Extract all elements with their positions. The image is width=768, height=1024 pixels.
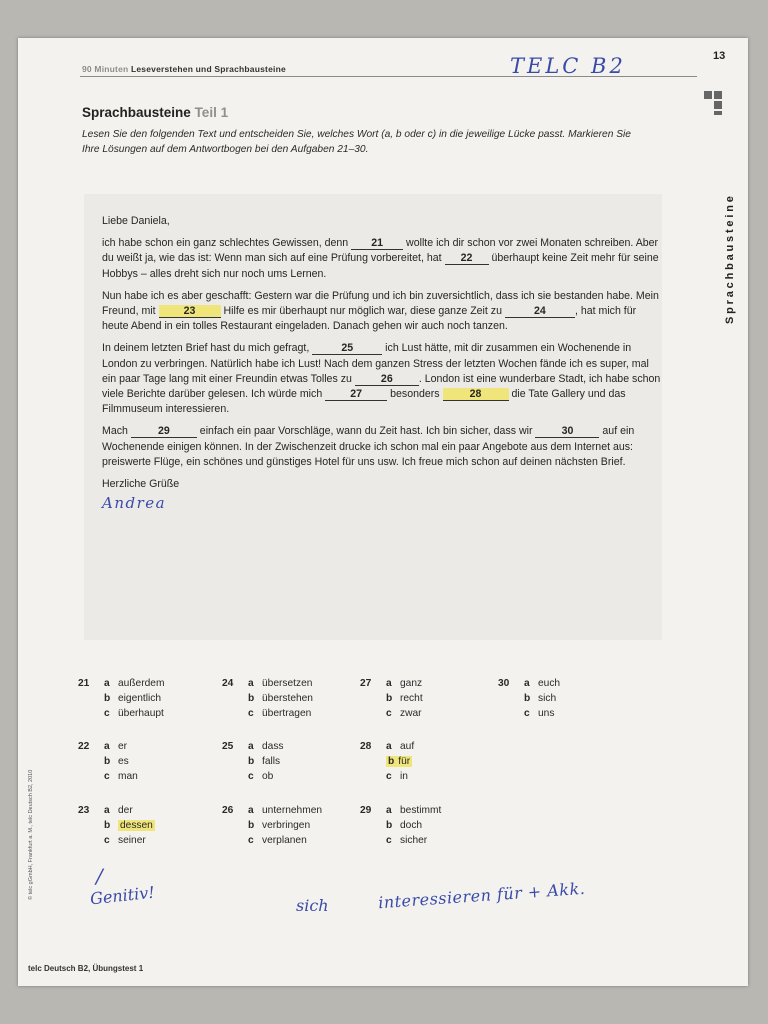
option-number: 30 bbox=[498, 678, 510, 689]
option-number: 27 bbox=[360, 678, 372, 689]
option-text: überstehen bbox=[262, 693, 313, 704]
option-letter: a bbox=[248, 678, 254, 689]
option-a[interactable] bbox=[524, 678, 560, 689]
option-letter: b bbox=[104, 693, 111, 704]
gap-29: 29 bbox=[131, 425, 197, 438]
option-letter: c bbox=[104, 771, 110, 782]
handwritten-interessieren: interessieren für + Akk. bbox=[377, 878, 586, 913]
option-letter: b bbox=[104, 820, 111, 831]
option-letter: c bbox=[248, 771, 254, 782]
side-tab bbox=[688, 184, 748, 324]
letter-closing: Herzliche Grüße bbox=[102, 478, 180, 491]
running-head-text: Leseverstehen und Sprachbausteine bbox=[130, 64, 286, 74]
option-text: zwar bbox=[400, 708, 422, 719]
option-text: verbringen bbox=[262, 820, 311, 831]
text: einfach ein paar Vorschläge, wann du Zeit hast. Ich bin sicher, dass wir bbox=[196, 425, 536, 438]
gap-23: 23 bbox=[159, 305, 221, 318]
running-head-faint: 90 Minuten bbox=[82, 64, 129, 74]
text: überhaupt keine Zeit mehr für seine Hobbys – alles dreht sich nur noch ums Lernen. bbox=[102, 252, 659, 280]
text: ich Lust hätte, mit dir zusammen ein Wochenende in London zu verbringen. Natürlich habe ich Lust! Nach dem ganzen Stress der letzten Wochen fände ich es super, mal ein paar Tage lang mit einer Freundin etwas Tolles zu bbox=[102, 342, 649, 385]
gap-25: 25 bbox=[312, 342, 382, 355]
text: besonders bbox=[387, 388, 443, 401]
option-c[interactable] bbox=[104, 835, 146, 846]
option-text: ganz bbox=[400, 678, 423, 689]
option-letter: c bbox=[248, 708, 254, 719]
option-text: euch bbox=[538, 678, 561, 689]
option-letter: a bbox=[386, 741, 392, 752]
letter-paragraph-2 bbox=[102, 289, 662, 335]
option-text: falls bbox=[262, 756, 281, 767]
option-a[interactable] bbox=[248, 805, 322, 816]
option-a[interactable] bbox=[386, 678, 422, 689]
option-text: außerdem bbox=[118, 678, 165, 689]
section-mark-icon bbox=[704, 91, 722, 113]
option-text: seiner bbox=[118, 835, 146, 846]
text: . London ist eine wunderbare Stadt, ich habe schon viele Berichte darüber gelesen. Ich würde mich bbox=[102, 372, 661, 401]
page-sheet bbox=[18, 38, 748, 986]
option-letter: c bbox=[104, 708, 110, 719]
text: wollte ich dir schon vor zwei Monaten schreiben. Aber du weißt ja, wie das ist: Wenn man sich auf eine Prüfung vorbereitet, hat bbox=[102, 237, 659, 265]
option-letter: a bbox=[248, 741, 254, 752]
option-b[interactable] bbox=[248, 820, 310, 831]
option-text: bestimmt bbox=[400, 805, 442, 816]
option-c[interactable] bbox=[104, 771, 138, 782]
option-letter: b bbox=[386, 693, 393, 704]
option-letter: a bbox=[104, 805, 110, 816]
option-a[interactable] bbox=[104, 805, 133, 816]
option-text: übertragen bbox=[262, 708, 312, 719]
option-text: auf bbox=[400, 741, 415, 752]
side-tab-label: Sprachbausteine bbox=[724, 193, 736, 324]
gap-24: 24 bbox=[505, 305, 575, 318]
option-number: 26 bbox=[222, 805, 234, 816]
letter-paragraph-1 bbox=[102, 236, 662, 282]
option-text: recht bbox=[400, 693, 423, 704]
option-letter: a bbox=[386, 805, 392, 816]
handwritten-sich: sich bbox=[296, 896, 329, 915]
option-text: verplanen bbox=[262, 835, 307, 846]
copyright-note: © telc gGmbH, Frankfurt a. M., telc Deutsch B2, 2010 bbox=[28, 769, 34, 900]
option-number: 28 bbox=[360, 741, 372, 752]
letter-paragraph-4 bbox=[102, 424, 662, 470]
gap-28: 28 bbox=[443, 388, 509, 401]
option-text: eigentlich bbox=[118, 693, 162, 704]
option-text: übersetzen bbox=[262, 678, 313, 689]
option-c[interactable] bbox=[386, 771, 408, 782]
page-number: 13 bbox=[713, 50, 726, 62]
gap-21: 21 bbox=[351, 237, 403, 250]
text: Mach bbox=[102, 425, 131, 438]
option-text: sicher bbox=[400, 835, 428, 846]
title-main: Sprachbausteine bbox=[82, 105, 191, 120]
option-text: in bbox=[400, 771, 408, 782]
running-head bbox=[82, 64, 286, 74]
option-letter: c bbox=[248, 835, 254, 846]
option-text: überhaupt bbox=[118, 708, 164, 719]
option-letter: c bbox=[386, 835, 392, 846]
option-number: 29 bbox=[360, 805, 372, 816]
title-teil: Teil 1 bbox=[194, 105, 229, 120]
option-c[interactable] bbox=[248, 771, 273, 782]
handwritten-tick: / bbox=[96, 864, 103, 888]
option-c[interactable] bbox=[386, 835, 427, 846]
option-number: 24 bbox=[222, 678, 234, 689]
option-text: es bbox=[118, 756, 129, 767]
option-b[interactable] bbox=[386, 756, 412, 767]
option-a[interactable] bbox=[386, 805, 441, 816]
option-a[interactable] bbox=[386, 741, 414, 752]
option-letter: a bbox=[248, 805, 254, 816]
text: Nun habe ich es aber geschafft: Gestern war die Prüfung und ich bin zuversichtlich, dass ich sie bestanden habe. Mein Freund, mit bbox=[102, 289, 659, 318]
option-c[interactable] bbox=[524, 708, 554, 719]
text: In deinem letzten Brief hast du mich gefragt, bbox=[102, 342, 313, 355]
option-letter: a bbox=[524, 678, 530, 689]
option-number: 25 bbox=[222, 741, 234, 752]
option-text: doch bbox=[400, 820, 423, 831]
option-text-highlighted: für bbox=[398, 756, 411, 767]
text: auf ein Wochenende einigen können. In der Zwischenzeit drucke ich schon mal ein paar Angebote aus dem Internet aus: preiswerte Flüge, ein schönes und günstiges Hotel für uns usw. Ich freue mich schon auf deinen nächsten Brief. bbox=[102, 425, 635, 468]
option-letter: b bbox=[248, 693, 255, 704]
option-b[interactable] bbox=[248, 693, 313, 704]
letter-text bbox=[102, 214, 662, 511]
option-letter: c bbox=[386, 771, 392, 782]
gap-26: 26 bbox=[355, 373, 419, 386]
option-text: der bbox=[118, 805, 133, 816]
option-text: sich bbox=[538, 693, 557, 704]
option-b[interactable] bbox=[524, 693, 556, 704]
option-a[interactable] bbox=[248, 741, 284, 752]
page-footer: telc Deutsch B2, Übungstest 1 bbox=[28, 964, 144, 973]
option-letter: b bbox=[104, 756, 111, 767]
option-b[interactable] bbox=[104, 693, 161, 704]
option-letter: b bbox=[386, 820, 393, 831]
option-text-highlighted: dessen bbox=[120, 820, 153, 831]
option-letter: b bbox=[524, 693, 531, 704]
option-text: ob bbox=[262, 771, 274, 782]
option-letter: a bbox=[386, 678, 392, 689]
option-c[interactable] bbox=[248, 708, 311, 719]
gap-22: 22 bbox=[445, 252, 489, 265]
text: , hat mich für heute Abend in ein tolles Restaurant eingeladen. Danach gehen wir auch noch tanzen. bbox=[102, 305, 637, 333]
option-letter: a bbox=[104, 741, 110, 752]
option-letter: b bbox=[248, 756, 255, 767]
option-text: unternehmen bbox=[262, 805, 323, 816]
text: die Tate Gallery und das Filmmuseum interessieren. bbox=[102, 388, 626, 416]
option-a[interactable] bbox=[104, 741, 127, 752]
option-text: dass bbox=[262, 741, 284, 752]
letter-signature: Andrea bbox=[102, 494, 167, 513]
option-b[interactable] bbox=[386, 693, 423, 704]
text: Hilfe es mir überhaupt nur möglich war, diese ganze Zeit zu bbox=[220, 305, 505, 318]
page-title bbox=[82, 105, 228, 120]
option-text: er bbox=[118, 741, 128, 752]
handwritten-telc-note: TELC B2 bbox=[510, 54, 626, 78]
option-c[interactable] bbox=[104, 708, 164, 719]
option-c[interactable] bbox=[386, 708, 422, 719]
option-text: uns bbox=[538, 708, 555, 719]
letter-salutation: Liebe Daniela, bbox=[102, 215, 170, 227]
option-text: man bbox=[118, 771, 138, 782]
option-number: 21 bbox=[78, 678, 90, 689]
option-letter: a bbox=[104, 678, 110, 689]
option-number: 22 bbox=[78, 741, 90, 752]
option-c[interactable] bbox=[248, 835, 307, 846]
option-letter: c bbox=[524, 708, 530, 719]
option-letter: b bbox=[248, 820, 255, 831]
handwritten-genitiv: Genitiv! bbox=[89, 882, 156, 909]
option-letter: c bbox=[386, 708, 392, 719]
option-b[interactable] bbox=[248, 756, 280, 767]
option-a[interactable] bbox=[104, 678, 164, 689]
letter-paragraph-3 bbox=[102, 341, 662, 417]
option-number: 23 bbox=[78, 805, 90, 816]
option-b[interactable] bbox=[104, 756, 129, 767]
gap-30: 30 bbox=[535, 425, 599, 438]
option-b[interactable] bbox=[104, 820, 155, 831]
option-b[interactable] bbox=[386, 820, 422, 831]
text: ich habe schon ein ganz schlechtes Gewissen, denn bbox=[102, 237, 352, 250]
option-a[interactable] bbox=[248, 678, 312, 689]
option-letter: c bbox=[104, 835, 110, 846]
task-instructions: Lesen Sie den folgenden Text und entscheiden Sie, welches Wort (a, b oder c) in die jeweilige Lücke passt. Markieren Sie Ihre Lösungen auf dem Antwortbogen bei den Aufgaben 21–30. bbox=[82, 129, 631, 155]
option-letter-highlighted: b bbox=[388, 756, 395, 767]
gap-27: 27 bbox=[325, 388, 387, 401]
